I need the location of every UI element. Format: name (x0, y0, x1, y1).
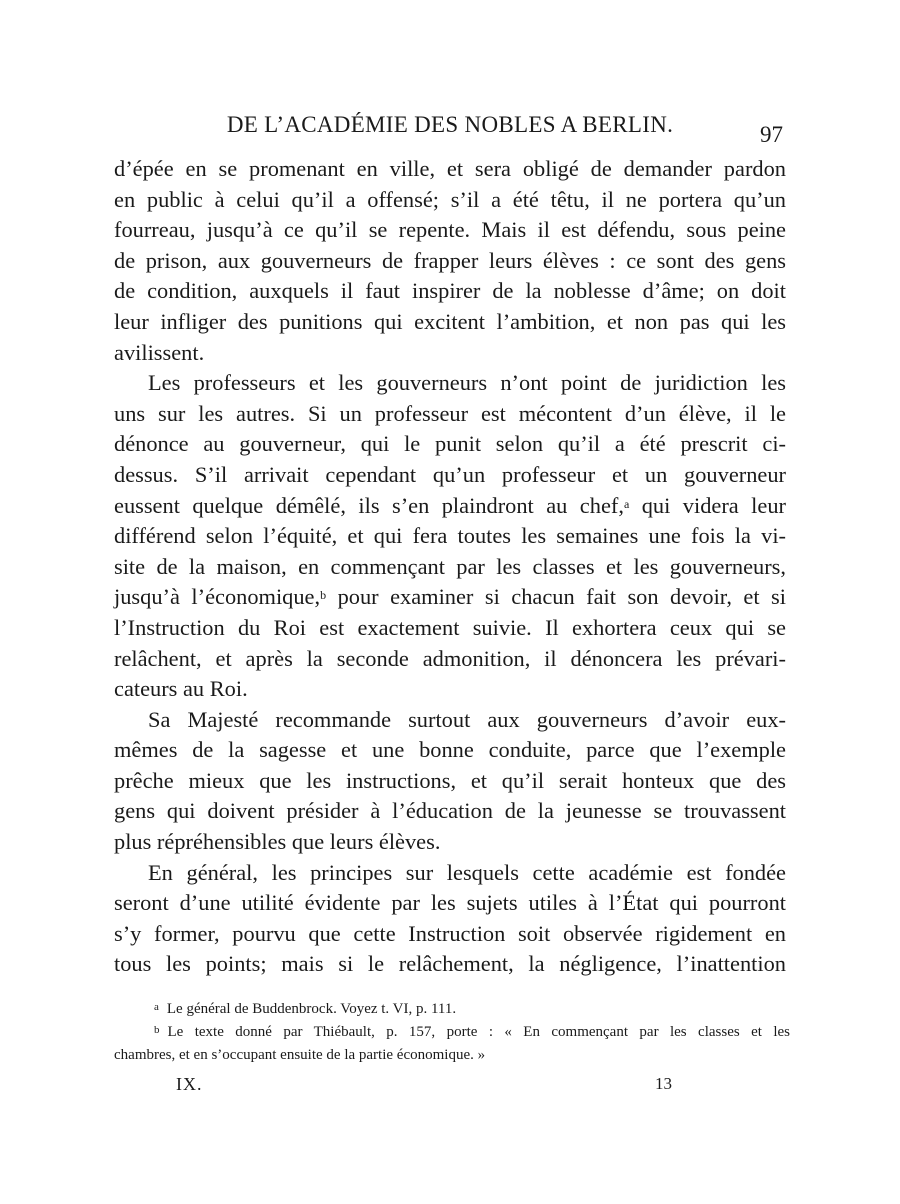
body-text (114, 154, 786, 980)
footnote-b-continued: chambres, et en s’occupant ensuite de la partie économique. » (114, 1047, 486, 1063)
text-line: mêmes de la sagesse et une bonne conduite, parce que l’exemple (114, 737, 786, 763)
text-line: dessus. S’il arrivait cependant qu’un professeur et un gouverneur (114, 461, 786, 487)
footnote-ref-b: b (320, 588, 327, 603)
running-title: DE L’ACADÉMIE DES NOBLES A BERLIN. (226, 112, 674, 137)
text-line: de prison, aux gouverneurs de frapper leurs élèves : ce sont des gens (114, 247, 786, 273)
sheet-number: 13 (655, 1074, 672, 1093)
footnote-ref-a: a (623, 496, 630, 511)
text-line: Les professeurs et les gouverneurs n’ont point de juridiction les (148, 370, 786, 396)
text-line: s’y former, pourvu que cette Instruction soit observée rigidement en (114, 920, 786, 946)
footnote-a (114, 998, 790, 1021)
text-segment: eussent quelque démêlé, ils s’en plaindront au chef, (114, 492, 624, 518)
text-line: l’Instruction du Roi est exactement suivie. Il exhortera ceux qui se (114, 614, 786, 640)
text-line: avilissent. (114, 339, 205, 365)
text-line: prêche mieux que les instructions, et qu’il serait honteux que des (114, 767, 786, 793)
volume-signature: IX. (176, 1074, 203, 1094)
text-line: plus répréhensibles que leurs élèves. (114, 829, 441, 855)
text-line: leur infliger des punitions qui excitent l’ambition, et non pas qui les (114, 308, 786, 334)
text-line: Sa Majesté recommande surtout aux gouverneurs d’avoir eux- (148, 706, 786, 732)
text-line: en public à celui qu’il a offensé; s’il a été têtu, il ne portera qu’un (114, 186, 786, 212)
footnote-text: Le texte donné par Thiébault, p. 157, porte : « En commençant par les classes et les (167, 1024, 790, 1040)
text-line: En général, les principes sur lesquels cette académie est fondée (148, 859, 786, 885)
text-line (114, 582, 786, 613)
text-segment: qui videra leur (629, 492, 786, 518)
text-line: site de la maison, en commençant par les classes et les gouverneurs, (114, 553, 786, 579)
footnote-text: Le général de Buddenbrock. Voyez t. VI, p. 111. (166, 1001, 457, 1017)
text-line: fourreau, jusqu’à ce qu’il se repente. Mais il est défendu, sous peine (114, 217, 786, 243)
text-line (114, 491, 786, 522)
text-line: relâchent, et après la seconde admonition, il dénoncera les prévari- (114, 645, 786, 671)
text-line: gens qui doivent présider à l’éducation de la jeunesse se trouvassent (114, 798, 786, 824)
page-number: 97 (760, 122, 783, 147)
footnote-b (114, 1021, 790, 1044)
text-line: tous les points; mais si le relâchement, la négligence, l’inattention (114, 951, 786, 977)
text-line: de condition, auxquels il faut inspirer de la noblesse d’âme; on doit (114, 278, 786, 304)
text-line: uns sur les autres. Si un professeur est mécontent d’un élève, il le (114, 400, 786, 426)
footnote-marker: a (154, 1001, 159, 1013)
text-line: différend selon l’équité, et qui fera toutes les semaines une fois la vi- (114, 523, 786, 549)
text-segment: jusqu’à l’économique, (114, 584, 321, 610)
text-line: seront d’une utilité évidente par les sujets utiles à l’État qui pourront (114, 890, 786, 916)
text-segment: pour examiner si chacun fait son devoir, et si (326, 584, 786, 610)
text-line: d’épée en se promenant en ville, et sera obligé de demander pardon (114, 156, 786, 181)
text-line: dénonce au gouverneur, qui le punit selon qu’il a été prescrit ci- (114, 431, 786, 457)
footnotes (114, 998, 790, 1067)
footnote-marker: b (154, 1024, 160, 1036)
text-line: cateurs au Roi. (114, 676, 248, 702)
